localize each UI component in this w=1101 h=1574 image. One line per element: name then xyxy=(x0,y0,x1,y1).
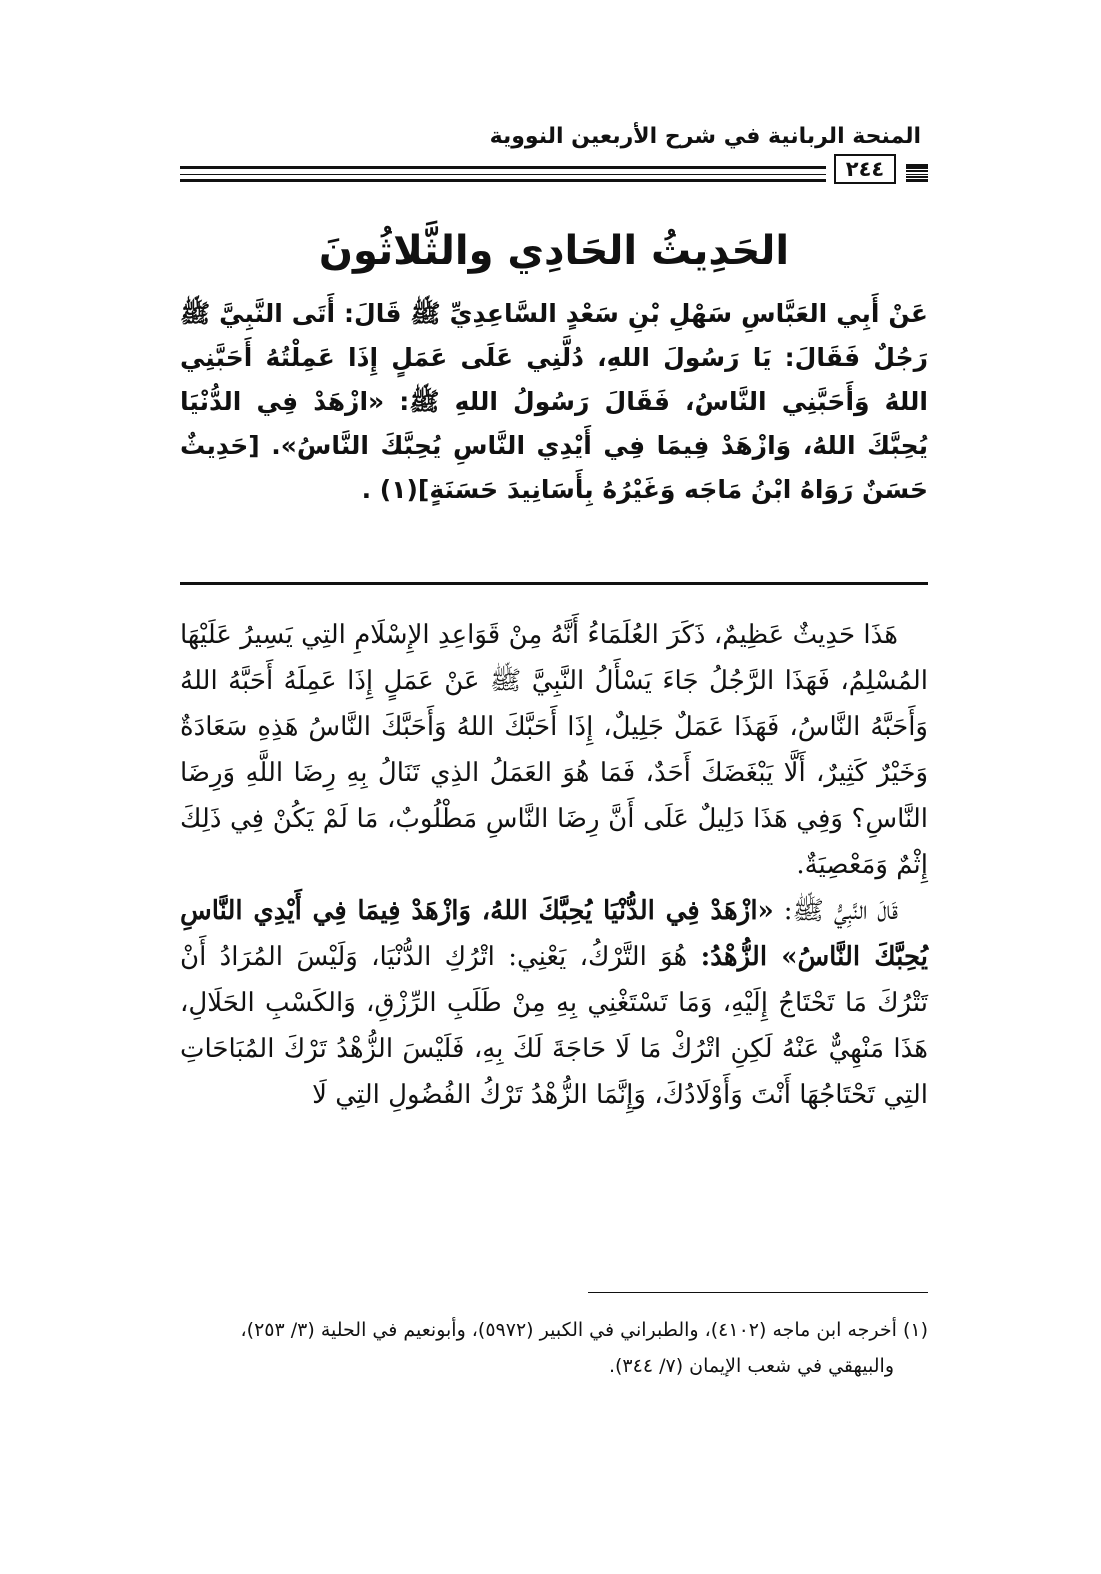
commentary-paragraph-2 xyxy=(180,888,928,1118)
section-divider xyxy=(180,582,928,585)
commentary xyxy=(180,612,928,1118)
footnote-divider xyxy=(588,1292,928,1293)
page-marker-icon xyxy=(906,164,928,182)
hadith-text: عَنْ أَبِي العَبَّاسِ سَهْلِ بْنِ سَعْدٍ السَّاعِدِيِّ ﷺ قَالَ: أَتَى النَّبِيَّ ﷺ رَجُلٌ فَقَالَ: يَا رَسُولَ اللهِ، دُلَّنِي عَلَى عَمَلٍ إِذَا عَمِلْتُهُ أَحَبَّنِي اللهُ وَأَحَبَّنِي النَّاسُ، فَقَالَ رَسُولُ اللهِ ﷺ: «ازْهَدْ فِي الدُّنْيَا يُحِبَّكَ اللهُ، وَازْهَدْ فِيمَا فِي أَيْدِي النَّاسِ يُحِبَّكَ النَّاسُ». [حَدِيثٌ حَسَنٌ رَوَاهُ ابْنُ مَاجَه وَغَيْرُهُ بِأَسَانِيدَ حَسَنَةٍ](١) . xyxy=(180,299,928,504)
commentary-rest: هُوَ التَّرْكُ، يَعْنِي: اتْرُكِ الدُّنْيَا، وَلَيْسَ المُرَادُ أَنْ تَتْرُكَ مَا تَحْتَاجُ إِلَيْهِ، وَمَا تَسْتَغْنِي بِهِ مِنْ طَلَبِ الرِّزْقِ، وَالكَسْبِ الحَلَالِ، هَذَا مَنْهِيٌّ عَنْهُ لَكِنِ اتْرُكْ مَا لَا حَاجَةَ لَكَ بِهِ، فَلَيْسَ الزُّهْدُ تَرْكَ المُبَاحَاتِ التِي تَحْتَاجُهَا أَنْتَ وَأَوْلَادُكَ، وَإِنَّمَا الزُّهْدُ تَرْكُ الفُضُولِ التِي لَا xyxy=(180,942,928,1110)
commentary-quote: «ازْهَدْ فِي الدُّنْيَا يُحِبَّكَ اللهُ، وَازْهَدْ فِيمَا فِي أَيْدِي النَّاسِ يُحِبَّكَ النَّاسُ» الزُّهْدُ: xyxy=(180,896,929,972)
header-rule-top xyxy=(180,166,928,169)
page-number: ٢٤٤ xyxy=(834,154,896,184)
commentary-paragraph-1: هَذَا حَدِيثٌ عَظِيمٌ، ذَكَرَ العُلَمَاءُ أَنَّهُ مِنْ قَوَاعِدِ الإِسْلَامِ التِي يَسِيرُ عَلَيْهَا المُسْلِمُ، فَهَذَا الرَّجُلُ جَاءَ يَسْأَلُ النَّبِيَّ ﷺ عَنْ عَمَلٍ إِذَا عَمِلَهُ أَحَبَّهُ اللهُ وَأَحَبَّهُ النَّاسُ، فَهَذَا عَمَلٌ جَلِيلٌ، إِذَا أَحَبَّكَ اللهُ وَأَحَبَّكَ النَّاسُ هَذِهِ سَعَادَةٌ وَخَيْرٌ كَثِيرٌ، أَلَّا يَبْغَضَكَ أَحَدٌ، فَمَا هُوَ العَمَلُ الذِي تَنَالُ بِهِ رِضَا اللَّهِ وَرِضَا النَّاسِ؟ وَفِي هَذَا دَلِيلٌ عَلَى أَنَّ رِضَا النَّاسِ مَطْلُوبٌ، مَا لَمْ يَكُنْ فِي ذَلِكَ إِثْمٌ وَمَعْصِيَةٌ. xyxy=(180,620,928,880)
header-rule-middle xyxy=(180,174,928,175)
footnotes xyxy=(180,1312,928,1384)
footnote-1-line-1: (١) أخرجه ابن ماجه (٤١٠٢)، والطبراني في الكبير (٥٩٧٢)، وأبونعيم في الحلية (٣/ ٢٥٣)، xyxy=(240,1319,928,1341)
hadith-title: الحَدِيثُ الحَادِي والثَّلاثُونَ xyxy=(318,228,790,274)
footnote-1-line-2: والبيهقي في شعب الإيمان (٧/ ٣٤٤). xyxy=(608,1355,894,1377)
running-title: المنحة الربانية في شرح الأربعين النووية xyxy=(489,124,921,149)
header-rule-bottom xyxy=(180,179,928,182)
commentary-lead: قَالَ النَّبِيُّ ﷺ: xyxy=(783,896,898,926)
hadith-text-block xyxy=(180,292,928,512)
